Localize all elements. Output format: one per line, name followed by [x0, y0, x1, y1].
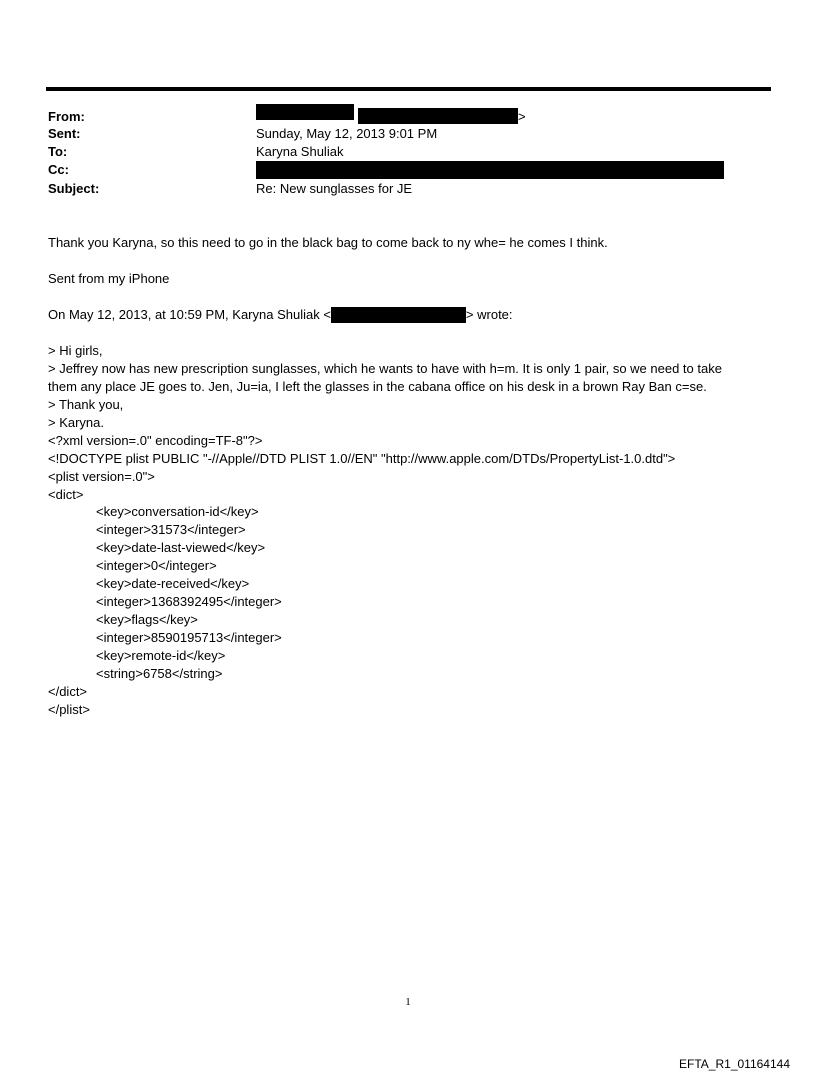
- xml-line: <key>remote-id</key>: [96, 648, 226, 663]
- quote-intro-prefix: On May 12, 2013, at 10:59 PM, Karyna Shuliak <: [48, 307, 331, 322]
- redaction-block: [256, 161, 724, 179]
- body-line: Thank you Karyna, so this need to go in the black bag to come back to ny whe= he comes I think.: [48, 235, 608, 250]
- xml-line: <key>conversation-id</key>: [96, 504, 259, 519]
- xml-line: <dict>: [48, 487, 84, 502]
- sent-label: Sent:: [48, 126, 81, 141]
- from-suffix: >: [518, 109, 526, 124]
- xml-line: <key>date-last-viewed</key>: [96, 540, 266, 555]
- xml-line: </dict>: [48, 684, 88, 699]
- sent-row: [48, 125, 768, 143]
- cc-label: Cc:: [48, 162, 69, 177]
- redaction-block: [358, 108, 518, 124]
- cc-value: [256, 161, 724, 179]
- quoted-line: > Hi girls,: [48, 343, 103, 358]
- from-row: [48, 108, 768, 126]
- sent-value: Sunday, May 12, 2013 9:01 PM: [256, 126, 438, 141]
- subject-row: [48, 180, 768, 198]
- redaction-block: [256, 104, 354, 120]
- xml-line: <key>flags</key>: [96, 612, 198, 627]
- page-number: 1: [405, 996, 411, 1008]
- header-divider: [46, 87, 771, 91]
- xml-line: <integer>0</integer>: [96, 558, 217, 573]
- xml-line: <plist version=.0">: [48, 469, 155, 484]
- to-label: To:: [48, 144, 68, 159]
- xml-line: </plist>: [48, 702, 90, 717]
- xml-line: <key>date-received</key>: [96, 576, 250, 591]
- from-label: From:: [48, 109, 85, 124]
- quoted-line: them any place JE goes to. Jen, Ju=ia, I left the glasses in the cabana office on his desk in a brown Ray Ban c=se.: [48, 379, 707, 394]
- to-row: [48, 143, 768, 161]
- quoted-line: > Karyna.: [48, 415, 105, 430]
- quote-intro: [48, 306, 513, 324]
- bates-number: EFTA_R1_01164144: [679, 1057, 790, 1071]
- xml-line: <?xml version=.0" encoding=TF-8"?>: [48, 433, 263, 448]
- to-value: Karyna Shuliak: [256, 144, 344, 159]
- xml-line: <integer>1368392495</integer>: [96, 594, 282, 609]
- signature-line: Sent from my iPhone: [48, 271, 170, 286]
- quoted-line: > Thank you,: [48, 397, 124, 412]
- from-value: [256, 108, 526, 126]
- subject-label: Subject:: [48, 181, 100, 196]
- xml-line: <integer>31573</integer>: [96, 522, 246, 537]
- quote-intro-suffix: > wrote:: [465, 307, 513, 322]
- xml-line: <!DOCTYPE plist PUBLIC "-//Apple//DTD PLIST 1.0//EN" "http://www.apple.com/DTDs/PropertyList-1.0.dtd">: [48, 451, 676, 466]
- quoted-line: > Jeffrey now has new prescription sunglasses, which he wants to have with h=m. It is only 1 pair, so we need to take: [48, 361, 722, 376]
- xml-line: <integer>8590195713</integer>: [96, 630, 282, 645]
- redaction-block: [331, 307, 466, 323]
- subject-value: Re: New sunglasses for JE: [256, 181, 413, 196]
- xml-line: <string>6758</string>: [96, 666, 223, 681]
- cc-row: [48, 161, 768, 179]
